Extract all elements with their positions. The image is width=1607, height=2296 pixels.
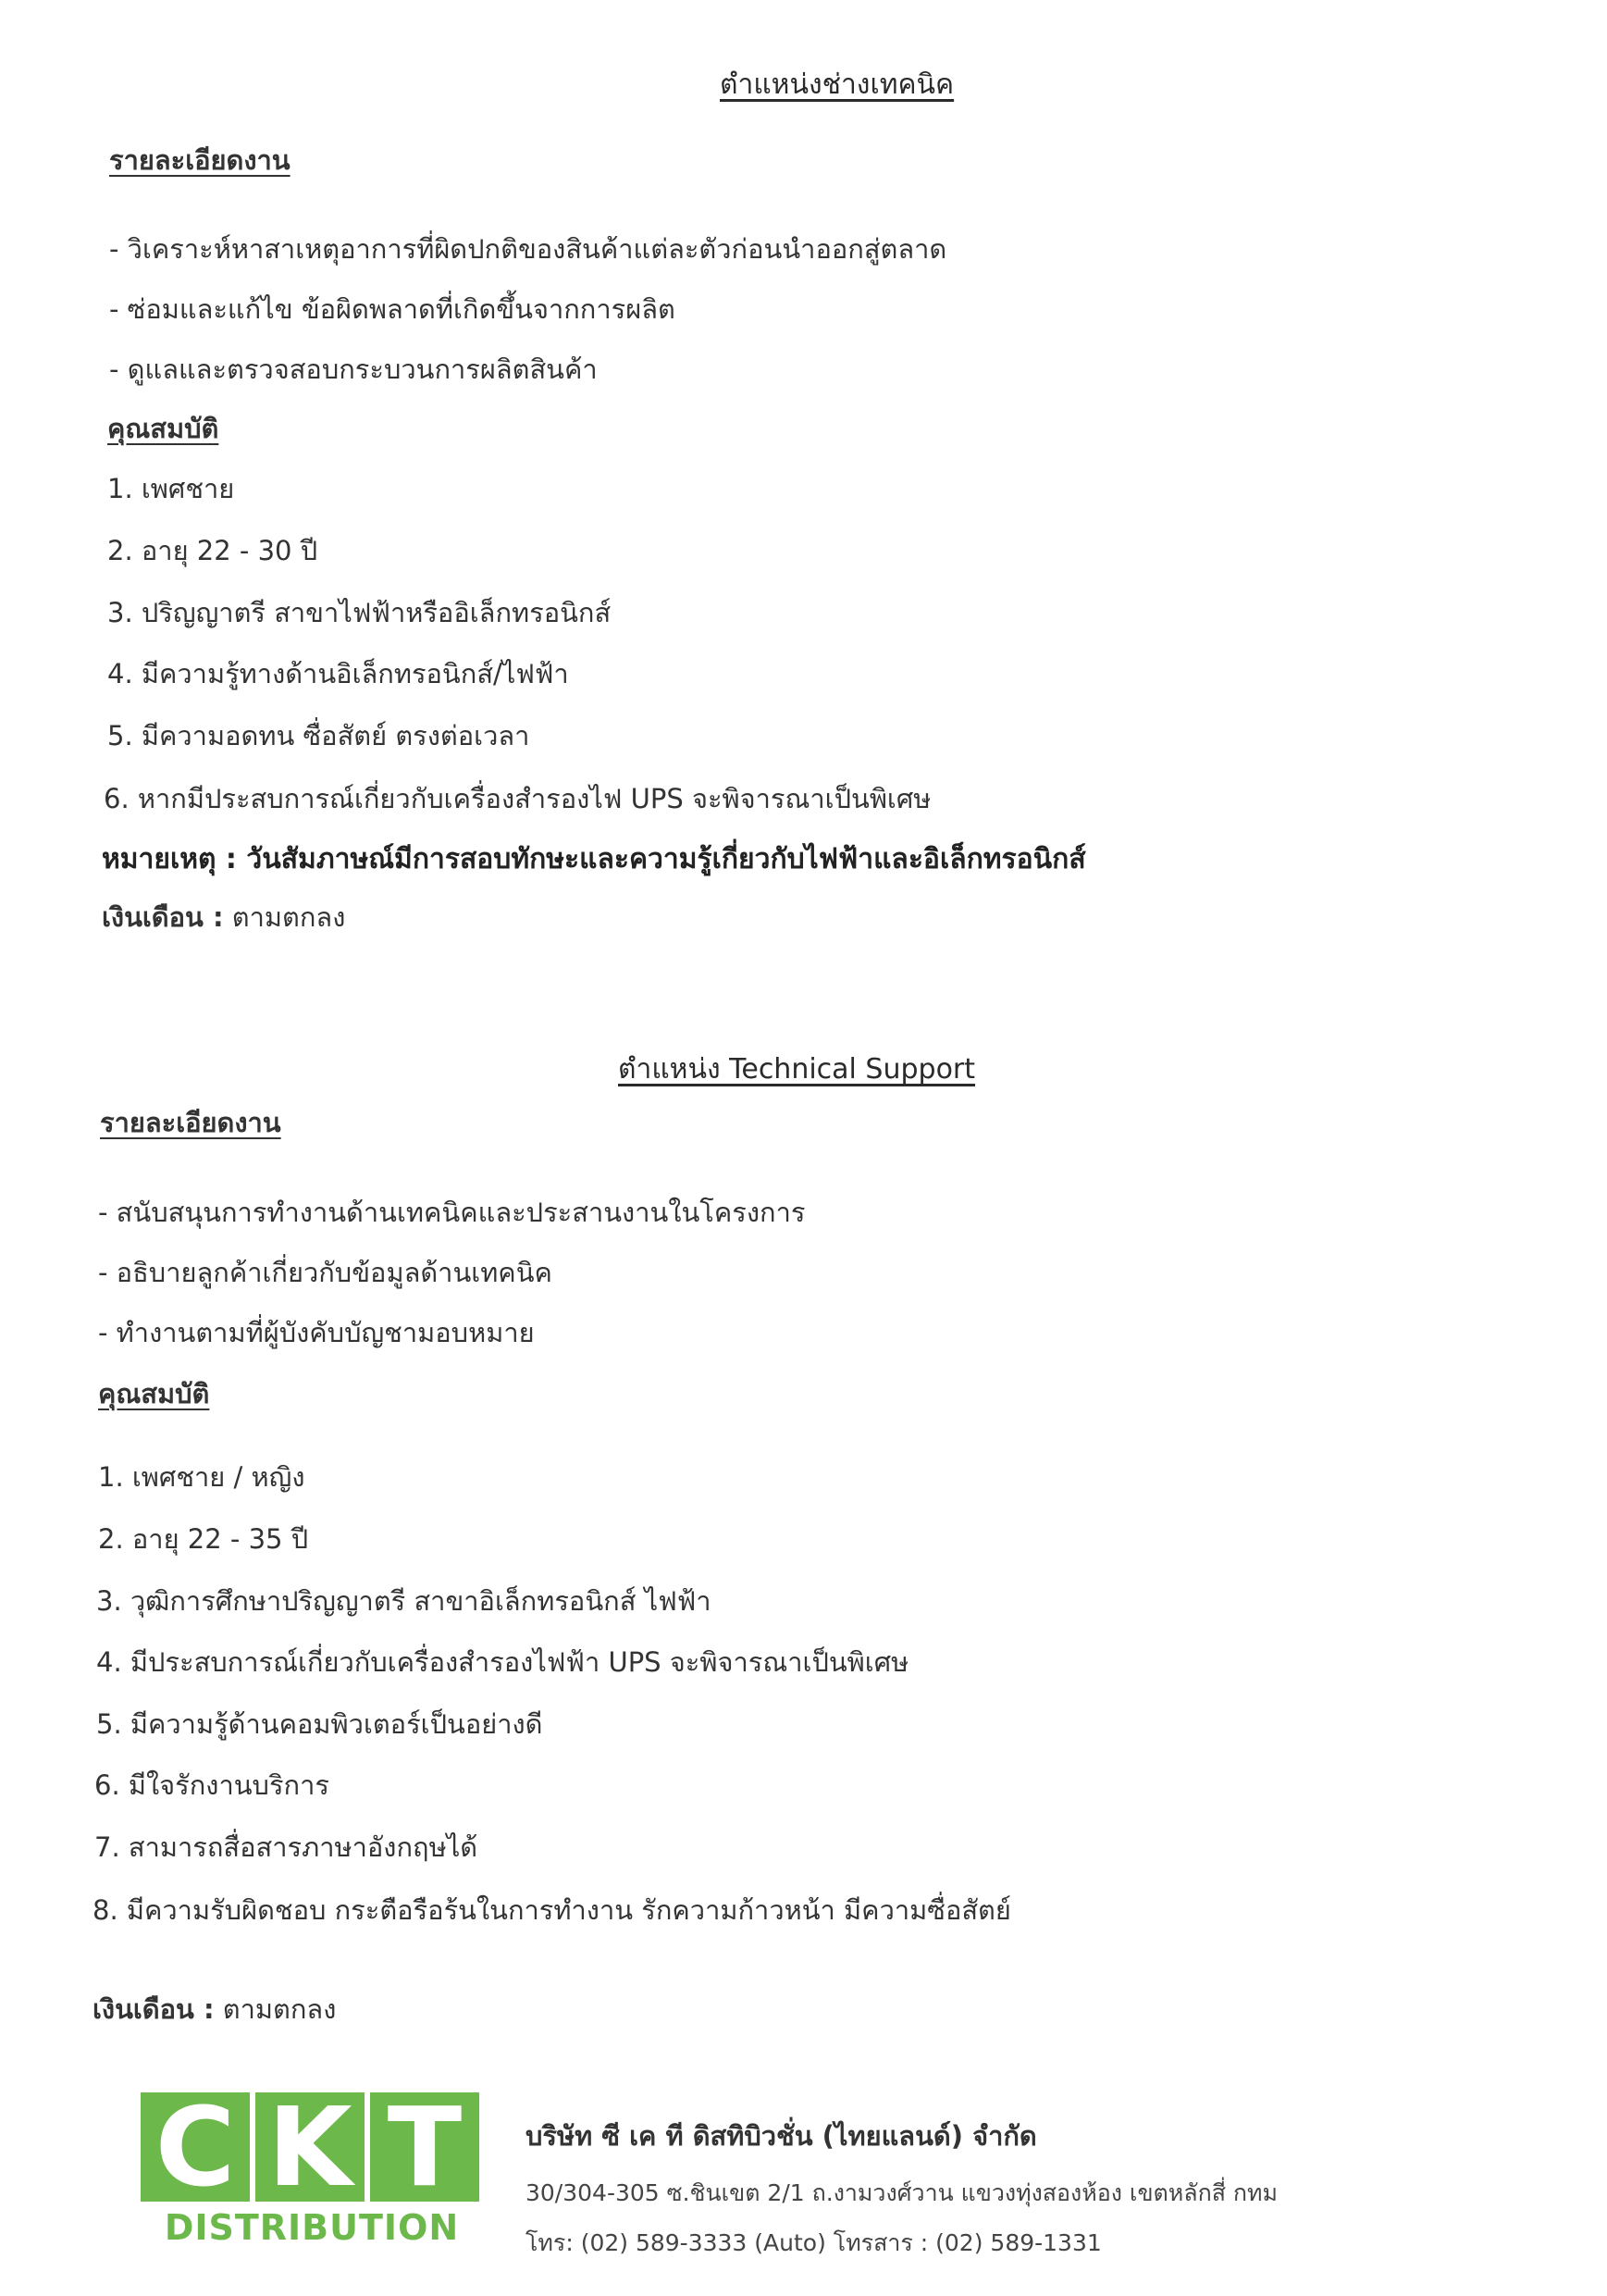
job1-qual-heading: คุณสมบัติ	[107, 413, 219, 444]
company-address: 30/304-305 ซ.ชินเขต 2/1 ถ.งามวงศ์วาน แขวงทุ่งสองห้อง เขตหลักสี่ กทม	[525, 2179, 1279, 2206]
ckt-logo	[141, 2083, 483, 2248]
job2-qual-5: 5. มีความรู้ด้านคอมพิวเตอร์เป็นอย่างดี	[96, 1708, 543, 1740]
job2-qual-6: 6. มีใจรักงานบริการ	[94, 1769, 329, 1801]
company-name: บริษัท ซี เค ที ดิสทิบิวชั่น (ไทยแลนด์) จำกัด	[525, 2120, 1037, 2152]
salary-value: ตามตกลง	[222, 1993, 337, 2025]
logo-letter-t: T	[370, 2092, 479, 2202]
logo-letter-c: C	[141, 2092, 250, 2202]
note-text: วันสัมภาษณ์มีการสอบทักษะและความรู้เกี่ยวกับไฟฟ้าและอิเล็กทรอนิกส์	[246, 843, 1086, 875]
job2-qual-7: 7. สามารถสื่อสารภาษาอังกฤษได้	[94, 1831, 478, 1863]
job1-qual-3: 3. ปริญญาตรี สาขาไฟฟ้าหรืออิเล็กทรอนิกส์	[107, 597, 612, 628]
note-label: หมายเหตุ :	[102, 843, 237, 875]
logo-letter-k: K	[255, 2092, 365, 2202]
job2-detail-2: - อธิบายลูกค้าเกี่ยวกับข้อมูลด้านเทคนิค	[98, 1257, 552, 1288]
job2-qual-8: 8. มีความรับผิดชอบ กระตือรือร้นในการทำงาน รักความก้าวหน้า มีความซื่อสัตย์	[93, 1894, 1011, 1926]
salary-label: เงินเดือน :	[93, 1993, 215, 2025]
job2-detail-3: - ทำงานตามที่ผู้บังคับบัญชามอบหมาย	[98, 1317, 535, 1348]
job2-qual-3: 3. วุฒิการศึกษาปริญญาตรี สาขาอิเล็กทรอนิกส์ ไฟฟ้า	[96, 1585, 711, 1617]
job2-salary	[93, 1988, 336, 2030]
job2-qual-2: 2. อายุ 22 - 35 ปี	[98, 1523, 309, 1555]
job1-detail-3: - ดูแลและตรวจสอบกระบวนการผลิตสินค้า	[109, 354, 598, 385]
job1-details-heading: รายละเอียดงาน	[109, 144, 290, 176]
job1-detail-1: - วิเคราะห์หาสาเหตุอาการที่ผิดปกติของสินค้าแต่ละตัวก่อนนำออกสู่ตลาด	[109, 233, 947, 265]
job2-title: ตำแหน่ง Technical Support	[618, 1053, 976, 1086]
salary-value: ตามตกลง	[231, 901, 346, 933]
job2-qual-4: 4. มีประสบการณ์เกี่ยวกับเครื่องสำรองไฟฟ้า UPS จะพิจารณาเป็นพิเศษ	[96, 1646, 909, 1678]
job2-qual-heading: คุณสมบัติ	[98, 1378, 210, 1409]
job2-detail-1: - สนับสนุนการทำงานด้านเทคนิคและประสานงานในโครงการ	[98, 1197, 806, 1228]
job1-detail-2: - ซ่อมและแก้ไข ข้อผิดพลาดที่เกิดขึ้นจากการผลิต	[109, 293, 675, 325]
job2-qual-1: 1. เพศชาย / หญิง	[98, 1461, 305, 1493]
job1-qual-2: 2. อายุ 22 - 30 ปี	[107, 535, 318, 566]
job1-title: ตำแหน่งช่างเทคนิค	[720, 68, 955, 101]
job1-qual-5: 5. มีความอดทน ซื่อสัตย์ ตรงต่อเวลา	[107, 720, 530, 751]
job1-qual-1: 1. เพศชาย	[107, 473, 235, 504]
job1-salary	[102, 896, 345, 938]
logo-subtitle: DISTRIBUTION	[164, 2207, 460, 2248]
salary-label: เงินเดือน :	[102, 901, 224, 933]
company-phone: โทร: (02) 589-3333 (Auto) โทรสาร : (02) 589-1331	[525, 2229, 1102, 2256]
job1-qual-4: 4. มีความรู้ทางด้านอิเล็กทรอนิกส์/ไฟฟ้า	[107, 658, 569, 689]
job1-qual-6: 6. หากมีประสบการณ์เกี่ยวกับเครื่องสำรองไฟ UPS จะพิจารณาเป็นพิเศษ	[104, 783, 932, 814]
job2-details-heading: รายละเอียดงาน	[100, 1107, 281, 1138]
job1-note	[102, 838, 1086, 881]
